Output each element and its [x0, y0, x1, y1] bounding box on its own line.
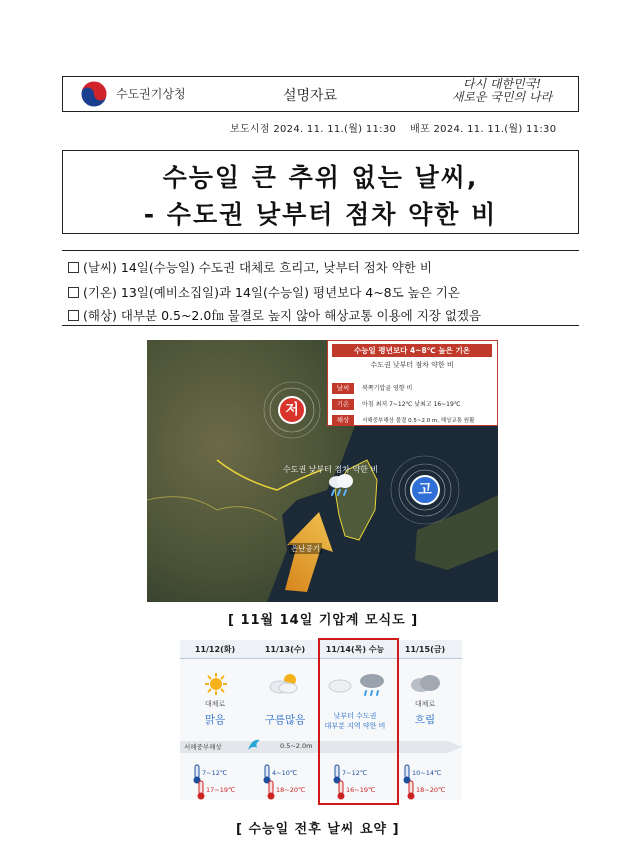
forecast-high: 16~19℃ — [346, 786, 376, 794]
cloud-icon — [408, 672, 442, 694]
info-box-header: 수능일 평년보다 4~8℃ 높은 기온 — [332, 344, 492, 357]
forecast-high: 18~20℃ — [416, 786, 446, 794]
sun-icon — [204, 672, 228, 696]
embargo-time: 2024. 11. 11.(월) 11:30 — [273, 124, 397, 135]
summary-sea: (해상) 대부분 0.5~2.0㎙ 물결로 높지 않아 해상교통 이용에 지장 없겠음 — [68, 306, 481, 324]
forecast-low: 7~12℃ — [342, 769, 368, 777]
rain-label: 수도권 낮부터 점차 약한 비 — [283, 465, 379, 474]
info-text: 북쪽기압골 영향 비 — [362, 385, 413, 392]
summary-weather: (날씨) 14일(수능일) 수도권 대체로 흐리고, 낮부터 점차 약한 비 — [68, 258, 432, 276]
forecast-caption: [ 수능일 전후 날씨 요약 ] — [236, 822, 400, 837]
forecast-date: 11/15(금) — [404, 645, 446, 654]
info-tag: 기온 — [332, 399, 354, 410]
agency-name: 수도권기상청 — [116, 87, 186, 101]
info-row-sea — [332, 407, 474, 426]
summary-temperature: (기온) 13일(예비소집일)과 14일(수능일) 평년보다 4~8도 높은 기온 — [68, 283, 460, 301]
forecast-day-2 — [250, 640, 320, 800]
forecast-desc: 대체로 — [204, 700, 226, 708]
checkbox-icon — [68, 287, 79, 298]
title-line-2: - 수도권 낮부터 점차 약한 비 — [143, 200, 498, 229]
government-logo-icon — [80, 80, 108, 108]
forecast-summary: 맑음 — [204, 714, 226, 726]
distribution-label: 배포 — [410, 124, 431, 135]
forecast-summary: 구름많음 — [264, 714, 306, 726]
slogan-line-1: 다시 대한민국! — [462, 77, 542, 91]
rain-cloud-icon — [327, 472, 355, 498]
high-pressure-marker — [410, 475, 440, 505]
thermometer-high-icon — [196, 780, 206, 800]
high-pressure-label: 고 — [418, 482, 432, 498]
low-pressure-label: 저 — [285, 402, 299, 418]
info-box — [327, 340, 498, 426]
forecast-date: 11/14(목) 수능 — [325, 645, 385, 654]
cloudy-sun-icon — [266, 670, 302, 696]
wave-height: 0.5~2.0m — [280, 742, 313, 750]
exam-day-highlight — [318, 638, 399, 805]
sea-label: 서해중부해상 — [184, 743, 222, 751]
forecast-low: 4~10℃ — [272, 769, 298, 777]
forecast-day-4 — [390, 640, 460, 800]
forecast-summary: 흐림 — [414, 714, 436, 726]
title-line-1: 수능일 큰 추위 없는 날씨, — [162, 163, 479, 192]
info-box-subheader: 수도권 낮부터 점차 약한 비 — [370, 361, 454, 369]
forecast-high: 17~19℃ — [206, 786, 236, 794]
thermometer-high-icon — [406, 780, 416, 800]
forecast-desc: 대체로 — [414, 700, 436, 708]
release-info — [230, 120, 556, 135]
info-tag: 해상 — [332, 415, 354, 426]
forecast-desc: 낮부터 수도권 — [333, 712, 377, 720]
forecast-date: 11/13(수) — [264, 645, 306, 654]
low-pressure-marker — [278, 396, 306, 424]
forecast-desc-2: 대부분 지역 약한 비 — [324, 722, 386, 730]
info-text: 아침 최저 7~12℃ 낮최고 16~19℃ — [362, 401, 461, 408]
document-type: 설명자료 — [283, 88, 338, 104]
info-text: 서해중부해상 물결 0.5~2.0 m, 해상교통 원활 — [362, 418, 475, 424]
distribution-time: 2024. 11. 11.(월) 11:30 — [433, 124, 557, 135]
slogan-line-2: 새로운 국민의 나라 — [451, 90, 553, 104]
warm-air-label: 온난공기 — [291, 544, 320, 553]
slogan — [432, 78, 572, 108]
map-caption: [ 11월 14일 기압계 모식도 ] — [228, 613, 419, 628]
pressure-map — [147, 340, 498, 602]
checkbox-icon — [68, 262, 79, 273]
checkbox-icon — [68, 310, 79, 321]
forecast-low: 7~12℃ — [202, 769, 228, 777]
info-tag: 날씨 — [332, 383, 354, 394]
forecast-day-1 — [180, 640, 250, 800]
forecast-date: 11/12(화) — [194, 645, 236, 654]
forecast-low: 10~14℃ — [412, 769, 442, 777]
forecast-high: 18~20℃ — [276, 786, 306, 794]
thermometer-high-icon — [266, 780, 276, 800]
embargo-label: 보도시점 — [230, 124, 270, 135]
